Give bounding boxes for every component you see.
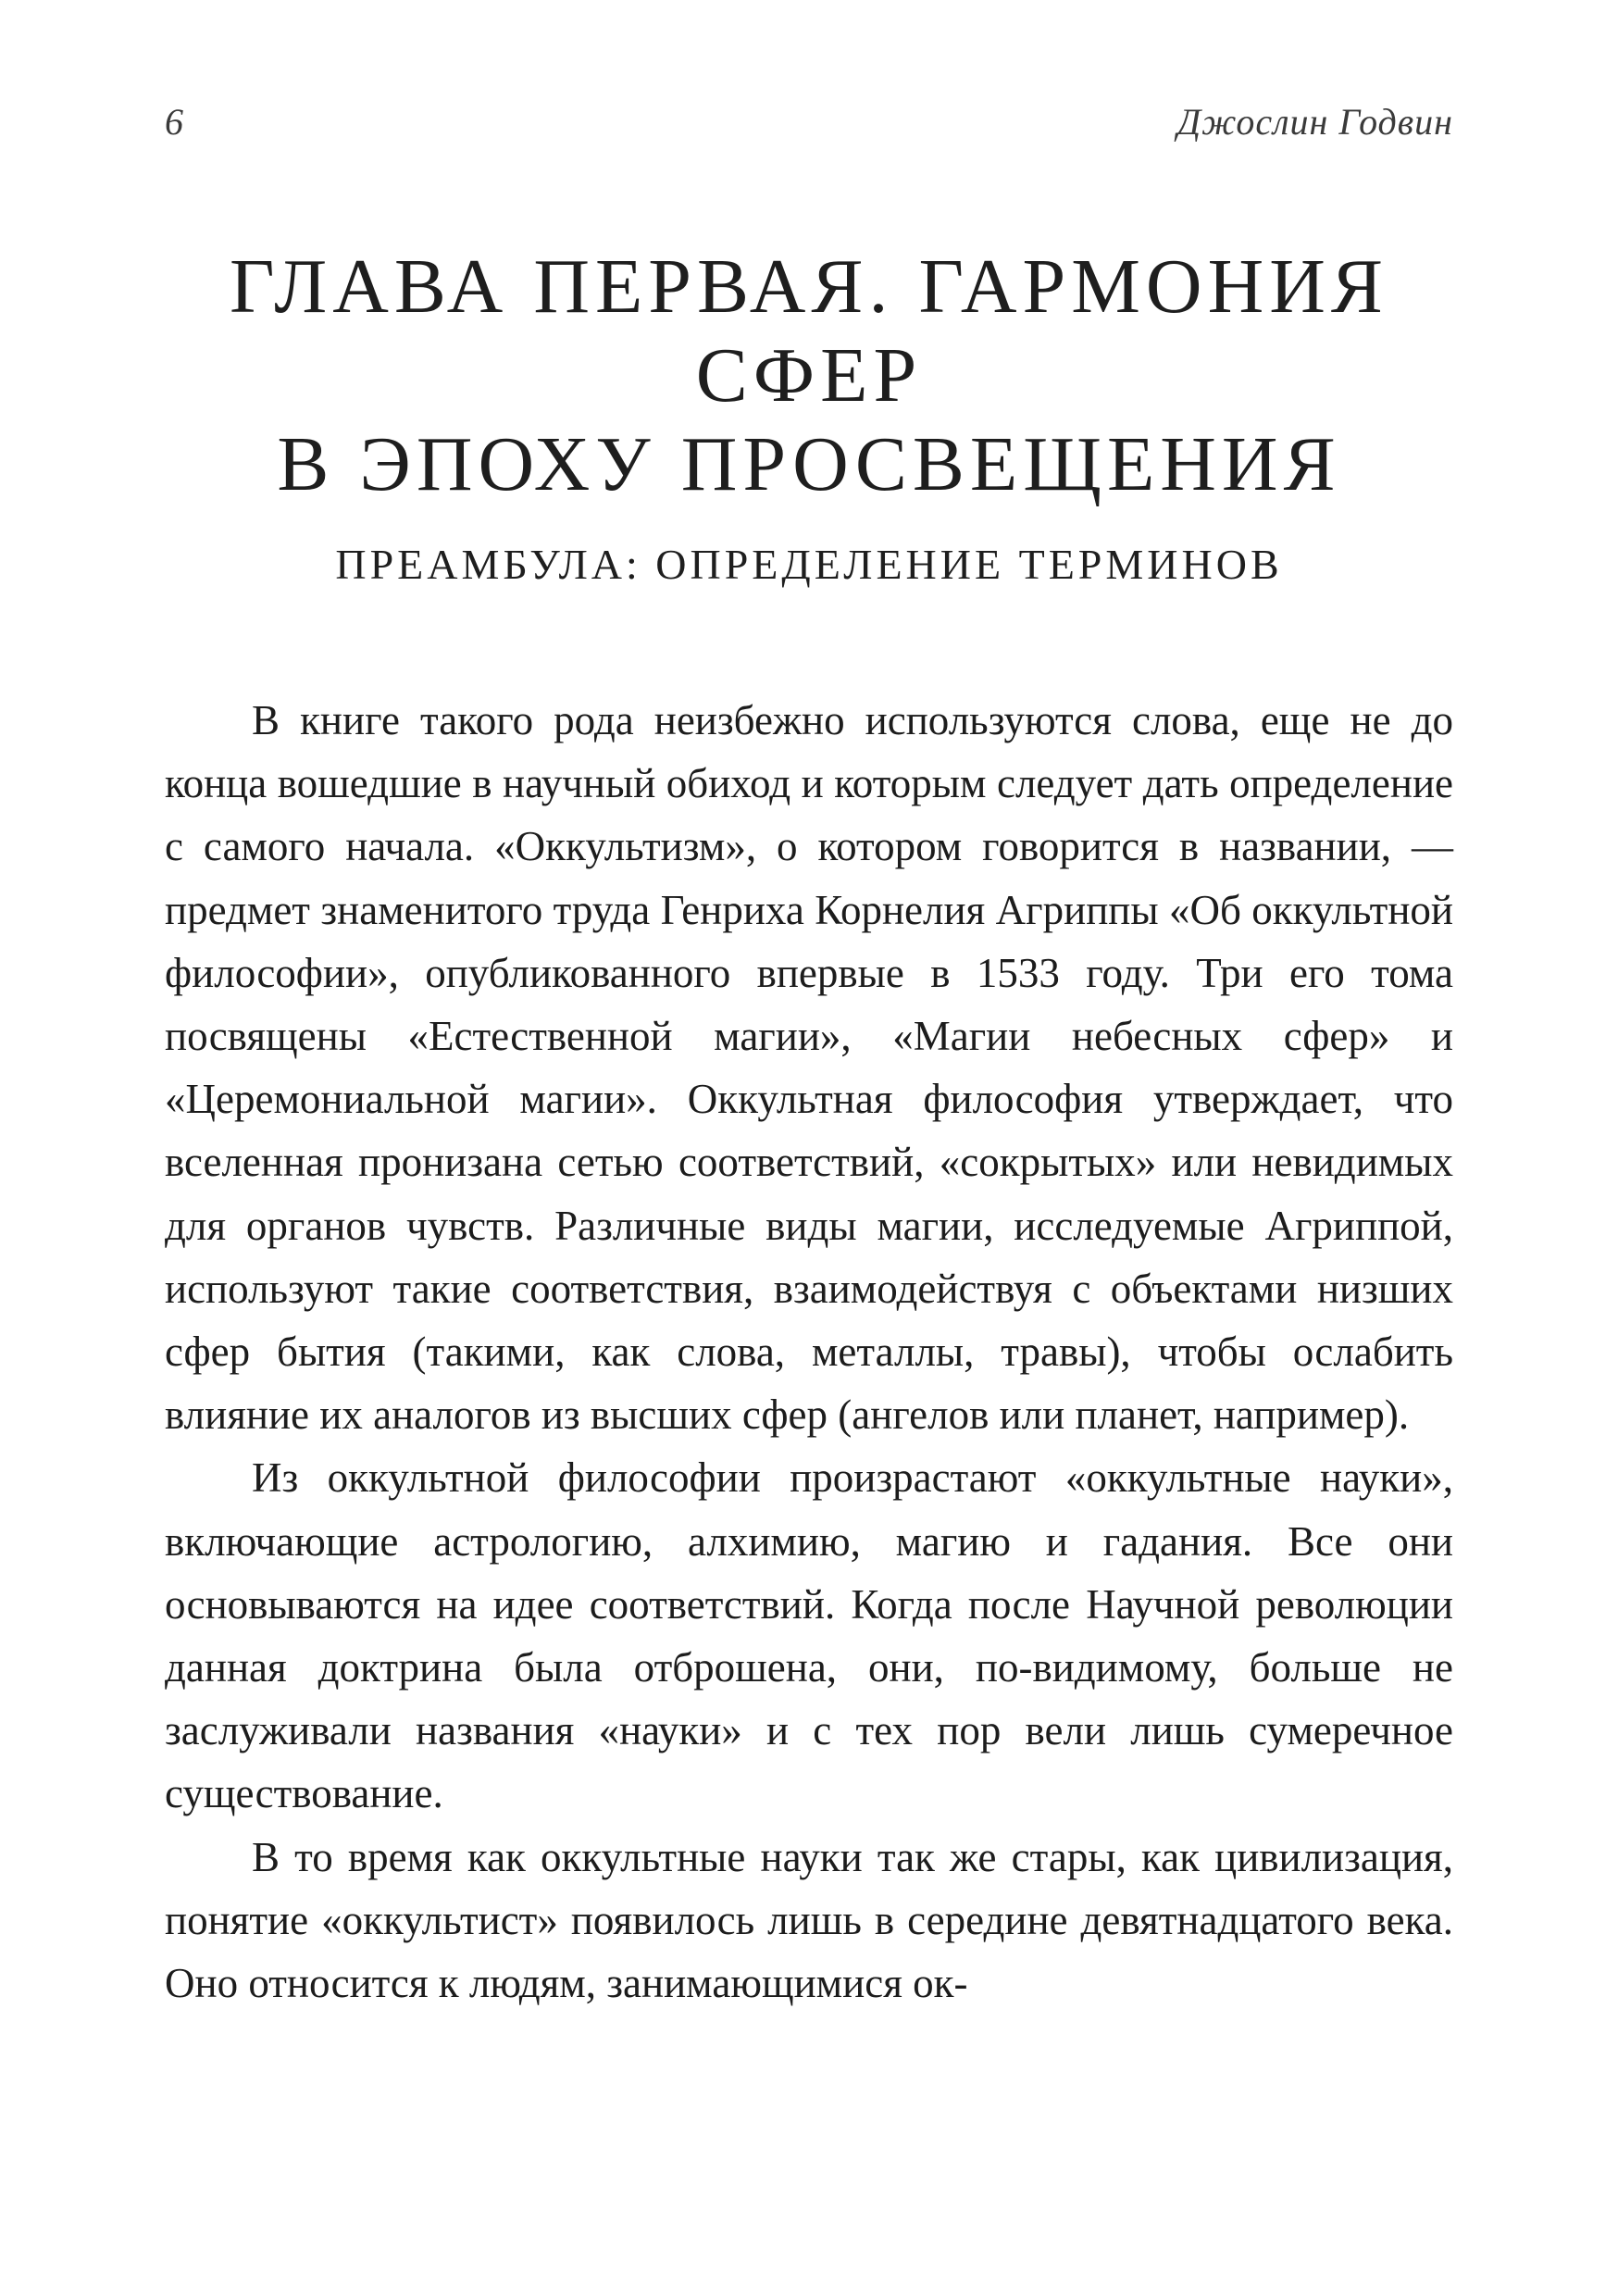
- chapter-title-line-2: В ЭПОХУ ПРОСВЕЩЕНИЯ: [277, 421, 1341, 507]
- chapter-title: [165, 243, 1453, 509]
- section-title: ПРЕАМБУЛА: ОПРЕДЕЛЕНИЕ ТЕРМИНОВ: [335, 541, 1283, 588]
- paragraph-2: Из оккультной философии произрастают «оккультные науки», включающие астрологию, алхимию, магию и гадания. Все они основываются на идее соответствий. Когда после Научной революции данная доктрина была отброшена, они, по-видимому, больше не заслуживали названия «науки» и с тех пор вели лишь сумеречное существование.: [165, 1454, 1453, 1817]
- chapter-title-line-1: ГЛАВА ПЕРВАЯ. ГАРМОНИЯ СФЕР: [230, 243, 1388, 418]
- running-head: [165, 100, 1453, 156]
- running-head-author: Джослин Годвин: [1176, 101, 1453, 143]
- body-text: [165, 689, 1453, 2015]
- page-number: 6: [165, 101, 183, 143]
- paragraph-3: В то время как оккультные науки так же стары, как цивилизация, понятие «оккультист» появилось лишь в середине девятнадцатого века. Оно относится к людям, занимающимися ок-: [165, 1833, 1453, 2007]
- paragraph-1: В книге такого рода неизбежно используются слова, еще не до конца вошедшие в научный обиход и которым следует дать определение с самого начала. «Оккультизм», о котором говорится в названии, — предмет знаменитого труда Генриха Корнелия Агриппы «Об оккультной философии», опубликованного впервые в 1533 году. Три его тома посвящены «Естественной магии», «Магии небесных сфер» и «Церемониальной магии». Оккультная философия утверждает, что вселенная пронизана сетью соответствий, «сокрытых» или невидимых для органов чувств. Различные виды магии, исследуемые Агриппой, используют такие соответствия, взаимодействуя с объектами низших сфер бытия (такими, как слова, металлы, травы), чтобы ослабить влияние их аналогов из высших сфер (ангелов или планет, например).: [165, 697, 1453, 1439]
